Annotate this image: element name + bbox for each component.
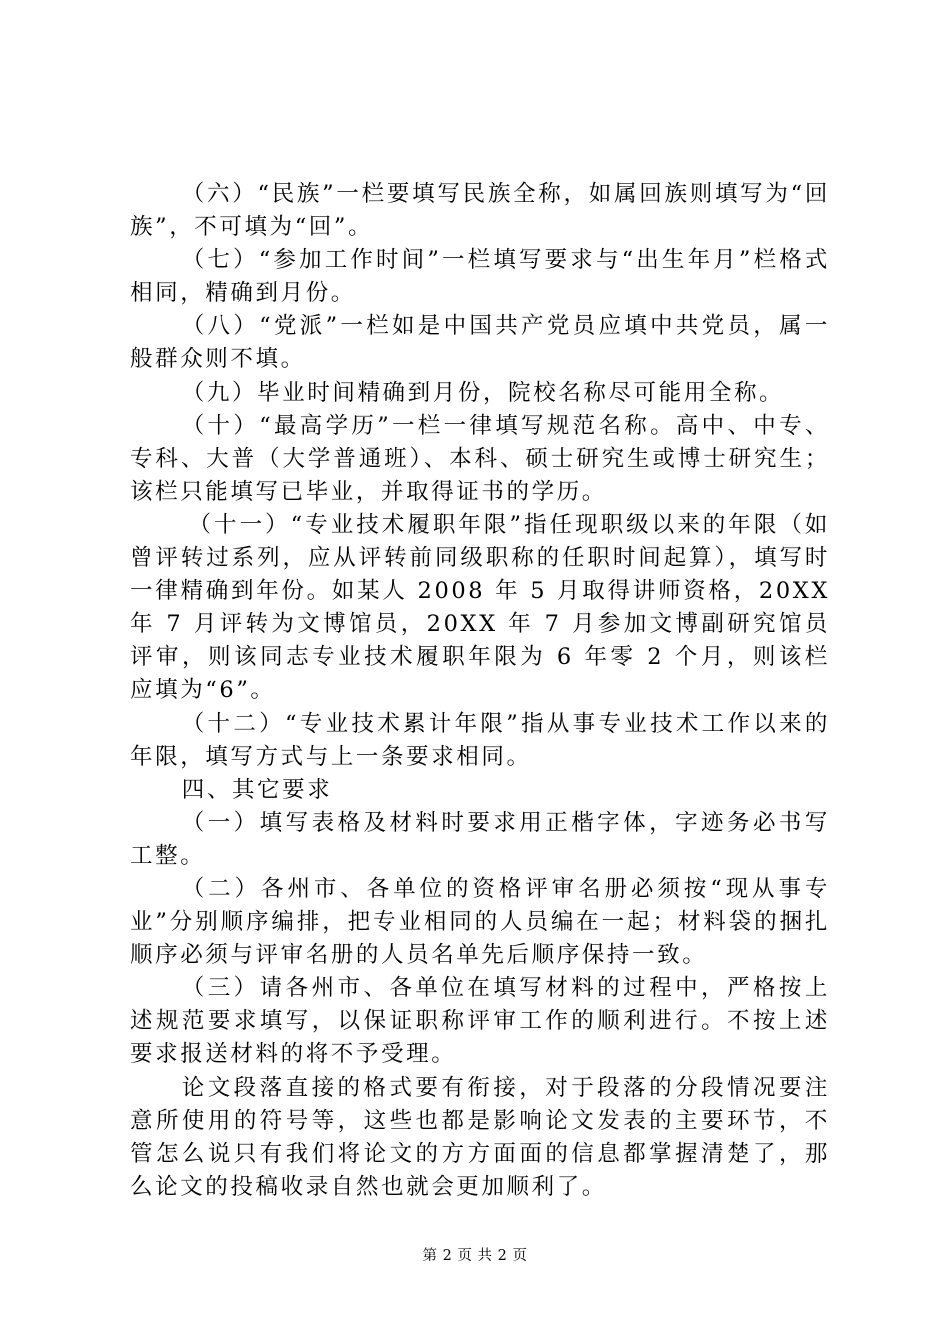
section-heading-other-requirements: 四、其它要求	[181, 776, 333, 803]
paragraph-roster-order: （二）各州市、各单位的资格评审名册必须按“现从事专业”分别顺序编排，把专业相同的人员编在一起；材料袋的捆扎顺序必须与评审名册的人员名单先后顺序保持一致。	[130, 875, 830, 969]
paragraph-handwriting: （一）填写表格及材料时要求用正楷字体，字迹务必书写工整。	[130, 809, 830, 869]
paragraph-highest-education: （十）“最高学历”一栏一律填写规范名称。高中、中专、专科、大普（大学普通班）、本科、硕士研究生或博士研究生；该栏只能填写已毕业，并取得证书的学历。	[130, 412, 830, 505]
paragraph-ethnicity: （六）“民族”一栏要填写民族全称，如属回族则填写为“回族”，不可填为“回”。	[130, 181, 830, 241]
page-number-footer: 第 2 页 共 2 页	[422, 1248, 528, 1264]
paragraph-compliance: （三）请各州市、各单位在填写材料的过程中，严格按上述规范要求填写，以保证职称评审工作的顺利进行。不按上述要求报送材料的将不予受理。	[130, 975, 830, 1068]
paragraph-work-start-time: （七）“参加工作时间”一栏填写要求与“出生年月”栏格式相同，精确到月份。	[130, 247, 830, 307]
paragraph-cumulative-years: （十二）“专业技术累计年限”指从事专业技术工作以来的年限，填写方式与上一条要求相同。	[130, 710, 830, 770]
paragraph-party: （八）“党派”一栏如是中国共产党员应填中共党员，属一般群众则不填。	[130, 313, 830, 373]
paragraph-tenure-years: （十一）“专业技术履职年限”指任现职级以来的年限（如曾评转过系列，应从评转前同级职称的任职时间起算），填写时一律精确到年份。如某人 2008 年 5 月取得讲师资格，20XX 年 7 月评转为文博馆员，20XX 年 7 月参加文博副研究馆员评审，则该同志专业技术履职年限为 6 年零 2 个月，则该栏应填为“6”。	[130, 511, 830, 704]
paragraph-closing-note: 论文段落直接的格式要有衔接，对于段落的分段情况要注意所使用的符号等，这些也都是影响论文发表的主要环节，不管怎么说只有我们将论文的方方面面的信息都掌握清楚了，那么论文的投稿收录自然也就会更加顺利了。	[130, 1074, 830, 1200]
document-body	[130, 178, 830, 1204]
paragraph-graduation: （九）毕业时间精确到月份，院校名称尽可能用全称。	[181, 379, 785, 406]
